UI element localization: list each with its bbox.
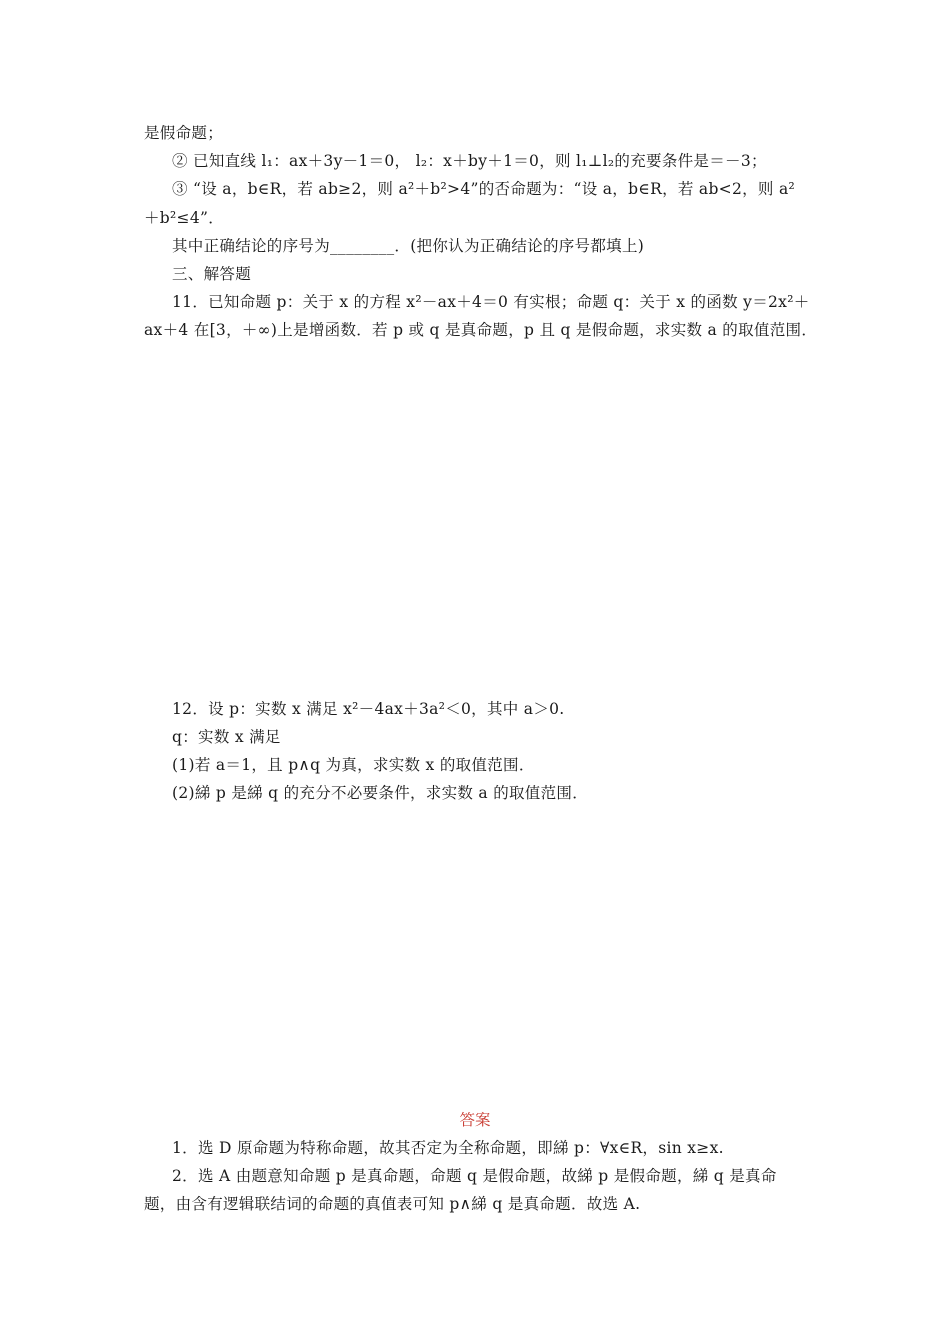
section-heading: 三、解答题 (172, 265, 252, 283)
text-line-2: ② 已知直线 l₁：ax＋3y－1＝0， l₂：x＋by＋1＝0，则 l₁⊥l₂的充要条件是＝－3； (172, 152, 767, 170)
problem-12-part-2: (2)綈 p 是綈 q 的充分不必要条件，求实数 a 的取值范围． (172, 784, 589, 802)
answer-2-line-1: 2．选 A 由题意知命题 p 是真命题，命题 q 是假命题，故綈 p 是假命题，綈 q 是真命 (172, 1167, 777, 1185)
problem-12-part-1: (1)若 a＝1，且 p∧q 为真，求实数 x 的取值范围． (172, 756, 535, 774)
text-line-3: ③ “设 a，b∈R，若 ab≥2，则 a²＋b²>4”的否命题为：“设 a，b∈R，若 ab<2，则 a² (172, 180, 795, 198)
problem-11-line-2: ax＋4 在[3，＋∞)上是增函数．若 p 或 q 是真命题，p 且 q 是假命题，求实数 a 的取值范围． (144, 321, 818, 339)
text-line-1: 是假命题； (144, 124, 224, 142)
problem-11-line-1: 11．已知命题 p：关于 x 的方程 x²－ax＋4＝0 有实根；命题 q：关于 x 的函数 y＝2x²＋ (172, 293, 810, 311)
answer-1: 1．选 D 原命题为特称命题，故其否定为全称命题，即綈 p：∀x∈R，sin x≥x. (172, 1139, 724, 1157)
problem-12-line-1: 12．设 p：实数 x 满足 x²－4ax＋3a²＜0，其中 a＞0. (172, 700, 565, 718)
answer-title: 答案 (459, 1111, 491, 1129)
answer-2-line-2: 题，由含有逻辑联结词的命题的真值表可知 p∧綈 q 是真命题．故选 A. (144, 1195, 641, 1213)
text-line-4: ＋b²≤4”． (144, 209, 225, 227)
problem-12-line-2: q：实数 x 满足 (172, 728, 281, 746)
text-line-5: 其中正确结论的序号为________．(把你认为正确结论的序号都填上) (172, 237, 645, 255)
